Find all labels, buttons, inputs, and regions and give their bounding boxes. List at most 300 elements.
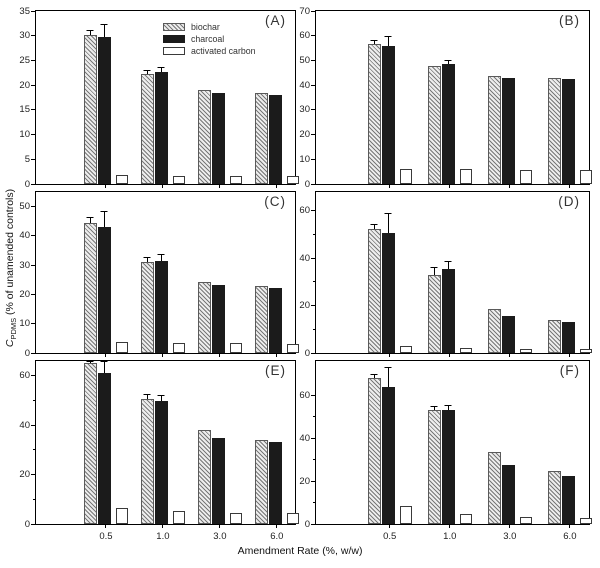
bar-biochar bbox=[428, 275, 441, 353]
y-tick bbox=[31, 134, 36, 135]
error-bar-cap bbox=[87, 30, 94, 31]
bar-slot bbox=[230, 361, 242, 524]
bar-biochar bbox=[84, 35, 97, 184]
y-tick-label: 15 bbox=[19, 104, 30, 116]
legend-label: biochar bbox=[191, 22, 220, 32]
bar-activated-carbon bbox=[173, 511, 185, 524]
y-tick-label: 0 bbox=[304, 518, 310, 530]
bar-charcoal bbox=[212, 93, 225, 184]
error-bar bbox=[147, 395, 148, 399]
bar-slot bbox=[98, 361, 111, 524]
x-tick-label: 6.0 bbox=[563, 531, 577, 542]
error-bar-cap bbox=[101, 211, 108, 212]
bar-activated-carbon bbox=[460, 514, 472, 524]
bar-activated-carbon bbox=[173, 343, 185, 353]
error-bar bbox=[104, 212, 105, 227]
y-tick bbox=[31, 425, 36, 426]
y-tick-label: 35 bbox=[19, 5, 30, 17]
bar-slot bbox=[442, 192, 455, 353]
x-tick bbox=[105, 184, 106, 188]
y-tick bbox=[311, 353, 316, 354]
y-axis-title-subscript: PDMS bbox=[9, 317, 19, 340]
error-bar-cap bbox=[431, 406, 438, 407]
error-bar bbox=[434, 407, 435, 410]
bar-slot bbox=[400, 192, 412, 353]
panel-label-f: (F) bbox=[559, 363, 580, 378]
bar-biochar bbox=[198, 282, 211, 353]
bar-group bbox=[84, 361, 128, 524]
bar-charcoal bbox=[98, 373, 111, 524]
bar-group bbox=[548, 361, 592, 524]
bar-group bbox=[548, 192, 592, 353]
bar-biochar bbox=[255, 93, 268, 184]
bar-slot bbox=[173, 192, 185, 353]
bar-slot bbox=[428, 11, 441, 184]
bar-slot bbox=[368, 11, 381, 184]
bar-group bbox=[428, 361, 472, 524]
bar-activated-carbon bbox=[173, 176, 185, 184]
bar-slot bbox=[460, 11, 472, 184]
y-tick-label: 0 bbox=[24, 178, 30, 190]
legend-label: charcoal bbox=[191, 34, 225, 44]
error-bar bbox=[147, 71, 148, 74]
bar-slot bbox=[460, 192, 472, 353]
y-tick bbox=[311, 60, 316, 61]
bar-slot bbox=[116, 361, 128, 524]
bar-charcoal bbox=[382, 46, 395, 184]
y-tick bbox=[311, 481, 316, 482]
x-tick-label: 6.0 bbox=[270, 531, 284, 542]
y-tick bbox=[31, 323, 36, 324]
bar-group bbox=[488, 192, 532, 353]
y-tick bbox=[311, 258, 316, 259]
panel-label-e: (E) bbox=[265, 363, 286, 378]
error-bar-cap bbox=[144, 394, 151, 395]
bar-slot bbox=[269, 192, 282, 353]
bar-slot bbox=[255, 11, 268, 184]
charcoal-swatch-icon bbox=[163, 35, 185, 43]
bar-slot bbox=[442, 361, 455, 524]
bar-slot bbox=[255, 192, 268, 353]
bar-slot bbox=[428, 361, 441, 524]
bar-activated-carbon bbox=[116, 508, 128, 524]
bar-slot bbox=[488, 361, 501, 524]
error-bar-cap bbox=[445, 261, 452, 262]
y-tick bbox=[311, 159, 316, 160]
bar-biochar bbox=[368, 229, 381, 353]
x-tick bbox=[509, 184, 510, 188]
error-bar-cap bbox=[144, 257, 151, 258]
bar-slot bbox=[488, 192, 501, 353]
panel-label-d: (D) bbox=[558, 194, 580, 209]
y-tick-label: 10 bbox=[19, 318, 30, 330]
panel-label-a: (A) bbox=[265, 13, 286, 28]
error-bar bbox=[374, 225, 375, 229]
bar-slot bbox=[382, 192, 395, 353]
bar-group bbox=[368, 192, 412, 353]
bar-biochar bbox=[488, 452, 501, 524]
x-tick bbox=[276, 184, 277, 188]
y-tick bbox=[31, 524, 36, 525]
y-tick-label: 50 bbox=[19, 201, 30, 213]
bar-slot bbox=[520, 192, 532, 353]
bar-slot bbox=[116, 11, 128, 184]
bar-activated-carbon bbox=[520, 170, 532, 184]
bar-slot bbox=[520, 361, 532, 524]
panel-d bbox=[299, 191, 590, 359]
y-tick-label: 0 bbox=[304, 178, 310, 190]
error-bar bbox=[374, 375, 375, 378]
bar-charcoal bbox=[269, 288, 282, 353]
y-tick-label: 40 bbox=[299, 432, 310, 444]
y-tick bbox=[31, 85, 36, 86]
legend-item-charcoal bbox=[163, 33, 256, 45]
error-bar-cap bbox=[371, 40, 378, 41]
bar-slot bbox=[580, 192, 592, 353]
bar-slot bbox=[269, 11, 282, 184]
bar-slot bbox=[382, 11, 395, 184]
bar-charcoal bbox=[269, 442, 282, 524]
y-tick bbox=[31, 184, 36, 185]
y-tick-label: 30 bbox=[299, 104, 310, 116]
y-tick bbox=[31, 294, 36, 295]
y-minor-tick bbox=[313, 416, 316, 417]
y-minor-tick bbox=[313, 234, 316, 235]
bar-slot bbox=[84, 11, 97, 184]
error-bar-cap bbox=[385, 36, 392, 37]
bar-slot bbox=[230, 192, 242, 353]
bar-slot bbox=[400, 11, 412, 184]
x-tick bbox=[509, 524, 510, 528]
error-bar bbox=[90, 218, 91, 223]
bar-biochar bbox=[255, 440, 268, 524]
bar-slot bbox=[548, 11, 561, 184]
y-minor-tick bbox=[313, 459, 316, 460]
error-bar bbox=[448, 406, 449, 410]
error-bar-cap bbox=[101, 24, 108, 25]
bar-slot bbox=[548, 192, 561, 353]
bar-slot bbox=[368, 361, 381, 524]
error-bar-cap bbox=[158, 254, 165, 255]
y-tick-label: 20 bbox=[19, 288, 30, 300]
bar-biochar bbox=[548, 471, 561, 524]
x-tick bbox=[162, 524, 163, 528]
y-minor-tick bbox=[33, 499, 36, 500]
y-tick-label: 20 bbox=[299, 300, 310, 312]
bar-slot bbox=[141, 192, 154, 353]
x-tick bbox=[509, 353, 510, 357]
error-bar-cap bbox=[144, 70, 151, 71]
legend-label: activated carbon bbox=[191, 46, 256, 56]
error-bar-cap bbox=[371, 374, 378, 375]
bar-activated-carbon bbox=[116, 342, 128, 353]
panel-c bbox=[19, 191, 296, 359]
x-tick bbox=[389, 184, 390, 188]
bar-biochar bbox=[548, 320, 561, 353]
error-bar-cap bbox=[158, 67, 165, 68]
bar-charcoal bbox=[155, 72, 168, 184]
bar-group bbox=[84, 192, 128, 353]
bar-biochar bbox=[255, 286, 268, 353]
y-tick bbox=[31, 235, 36, 236]
bar-biochar bbox=[84, 223, 97, 353]
bar-biochar bbox=[428, 410, 441, 524]
y-tick bbox=[31, 206, 36, 207]
bar-slot bbox=[460, 361, 472, 524]
bar-group bbox=[368, 11, 412, 184]
bar-group bbox=[488, 361, 532, 524]
y-tick bbox=[31, 11, 36, 12]
x-tick bbox=[219, 184, 220, 188]
y-tick bbox=[31, 265, 36, 266]
bar-slot bbox=[141, 361, 154, 524]
x-tick-label: 3.0 bbox=[213, 531, 227, 542]
bar-charcoal bbox=[155, 401, 168, 524]
bar-slot bbox=[98, 192, 111, 353]
y-axis-title-symbol: C bbox=[3, 339, 16, 348]
y-tick-label: 20 bbox=[299, 129, 310, 141]
bar-charcoal bbox=[382, 387, 395, 524]
y-tick-label: 20 bbox=[19, 469, 30, 481]
error-bar-cap bbox=[385, 367, 392, 368]
y-tick-label: 5 bbox=[24, 153, 30, 165]
bar-slot bbox=[442, 11, 455, 184]
y-tick bbox=[311, 184, 316, 185]
y-tick bbox=[311, 35, 316, 36]
bar-group bbox=[428, 11, 472, 184]
y-tick bbox=[31, 109, 36, 110]
y-tick-label: 25 bbox=[19, 54, 30, 66]
error-bar-cap bbox=[101, 361, 108, 362]
y-tick-label: 50 bbox=[299, 54, 310, 66]
activated-carbon-swatch-icon bbox=[163, 47, 185, 55]
x-axis-title: Amendment Rate (%, w/w) bbox=[237, 545, 363, 557]
y-tick bbox=[31, 375, 36, 376]
y-minor-tick bbox=[313, 329, 316, 330]
bar-biochar bbox=[368, 378, 381, 524]
bar-slot bbox=[520, 11, 532, 184]
bar-slot bbox=[84, 361, 97, 524]
y-tick-label: 30 bbox=[19, 30, 30, 42]
bar-charcoal bbox=[98, 227, 111, 353]
bar-activated-carbon bbox=[230, 343, 242, 353]
error-bar-cap bbox=[431, 267, 438, 268]
x-tick bbox=[449, 524, 450, 528]
y-tick-label: 20 bbox=[19, 79, 30, 91]
y-tick-label: 40 bbox=[299, 79, 310, 91]
y-tick bbox=[311, 109, 316, 110]
panel-label-b: (B) bbox=[559, 13, 580, 28]
bar-group bbox=[198, 192, 242, 353]
error-bar bbox=[161, 396, 162, 401]
bar-group bbox=[84, 11, 128, 184]
y-tick-label: 40 bbox=[19, 419, 30, 431]
y-tick bbox=[311, 305, 316, 306]
bar-charcoal bbox=[98, 37, 111, 184]
bar-slot bbox=[155, 192, 168, 353]
bar-activated-carbon bbox=[400, 346, 412, 353]
y-tick-label: 40 bbox=[299, 252, 310, 264]
error-bar bbox=[374, 41, 375, 44]
error-bar-cap bbox=[87, 217, 94, 218]
bar-slot bbox=[428, 192, 441, 353]
error-bar bbox=[104, 25, 105, 37]
error-bar bbox=[161, 68, 162, 72]
bar-slot bbox=[255, 361, 268, 524]
x-tick bbox=[389, 353, 390, 357]
x-tick bbox=[449, 353, 450, 357]
bar-slot bbox=[198, 192, 211, 353]
panel-e bbox=[19, 360, 296, 542]
bar-charcoal bbox=[562, 476, 575, 524]
bar-group bbox=[548, 11, 592, 184]
bar-biochar bbox=[198, 90, 211, 184]
bar-charcoal bbox=[212, 285, 225, 353]
x-tick bbox=[162, 184, 163, 188]
panel-f bbox=[299, 360, 590, 542]
y-minor-tick bbox=[313, 502, 316, 503]
bar-activated-carbon bbox=[116, 175, 128, 184]
bar-slot bbox=[580, 361, 592, 524]
bar-activated-carbon bbox=[580, 349, 592, 353]
bar-biochar bbox=[428, 66, 441, 184]
legend bbox=[163, 21, 256, 57]
bar-slot bbox=[116, 192, 128, 353]
bar-biochar bbox=[368, 44, 381, 184]
bar-group bbox=[198, 361, 242, 524]
x-tick bbox=[569, 524, 570, 528]
error-bar bbox=[434, 268, 435, 275]
x-tick bbox=[219, 353, 220, 357]
biochar-swatch-icon bbox=[163, 23, 185, 31]
bar-slot bbox=[562, 11, 575, 184]
x-tick-label: 1.0 bbox=[443, 531, 457, 542]
error-bar-cap bbox=[445, 60, 452, 61]
y-tick bbox=[31, 35, 36, 36]
x-tick-label: 0.5 bbox=[383, 531, 397, 542]
panel-label-c: (C) bbox=[264, 194, 286, 209]
bar-activated-carbon bbox=[520, 349, 532, 353]
bar-charcoal bbox=[502, 78, 515, 184]
bar-charcoal bbox=[502, 465, 515, 524]
bar-slot bbox=[502, 11, 515, 184]
y-tick bbox=[311, 438, 316, 439]
legend-item-activated-carbon bbox=[163, 45, 256, 57]
y-tick-label: 60 bbox=[299, 389, 310, 401]
bar-group bbox=[141, 361, 185, 524]
error-bar bbox=[90, 362, 91, 363]
error-bar-cap bbox=[385, 213, 392, 214]
x-tick bbox=[569, 353, 570, 357]
x-tick bbox=[162, 353, 163, 357]
y-tick-label: 10 bbox=[299, 153, 310, 165]
bar-activated-carbon bbox=[520, 517, 532, 524]
error-bar-cap bbox=[87, 361, 94, 362]
bar-biochar bbox=[141, 262, 154, 353]
bar-biochar bbox=[198, 430, 211, 524]
error-bar bbox=[388, 214, 389, 233]
bar-slot bbox=[562, 361, 575, 524]
bar-activated-carbon bbox=[460, 169, 472, 184]
y-axis-title bbox=[4, 189, 18, 347]
x-tick-label: 3.0 bbox=[503, 531, 517, 542]
x-tick-label: 0.5 bbox=[99, 531, 113, 542]
bar-slot bbox=[173, 361, 185, 524]
bar-slot bbox=[502, 361, 515, 524]
bar-slot bbox=[548, 361, 561, 524]
bar-group bbox=[428, 192, 472, 353]
bar-slot bbox=[141, 11, 154, 184]
bar-slot bbox=[502, 192, 515, 353]
bar-slot bbox=[155, 361, 168, 524]
y-tick bbox=[311, 395, 316, 396]
y-tick bbox=[311, 134, 316, 135]
y-tick bbox=[31, 353, 36, 354]
y-tick-label: 0 bbox=[304, 347, 310, 359]
y-tick-label: 0 bbox=[24, 347, 30, 359]
x-tick bbox=[276, 353, 277, 357]
error-bar bbox=[448, 61, 449, 64]
bar-activated-carbon bbox=[230, 513, 242, 524]
bar-slot bbox=[212, 361, 225, 524]
bar-charcoal bbox=[562, 322, 575, 353]
bar-slot bbox=[562, 192, 575, 353]
y-tick-label: 10 bbox=[19, 129, 30, 141]
y-tick-label: 60 bbox=[299, 30, 310, 42]
bar-charcoal bbox=[502, 316, 515, 353]
y-axis-title-text: (% of unamended controls) bbox=[3, 188, 16, 318]
error-bar bbox=[104, 362, 105, 373]
bar-biochar bbox=[548, 78, 561, 184]
bar-slot bbox=[368, 192, 381, 353]
bar-group bbox=[368, 361, 412, 524]
bar-activated-carbon bbox=[580, 170, 592, 184]
bar-slot bbox=[84, 192, 97, 353]
legend-item-biochar bbox=[163, 21, 256, 33]
x-tick bbox=[276, 524, 277, 528]
bar-slot bbox=[400, 361, 412, 524]
error-bar bbox=[388, 368, 389, 387]
x-tick bbox=[449, 184, 450, 188]
y-tick-label: 0 bbox=[24, 518, 30, 530]
bar-slot bbox=[198, 361, 211, 524]
bar-charcoal bbox=[269, 95, 282, 184]
error-bar bbox=[161, 255, 162, 261]
bar-slot bbox=[580, 11, 592, 184]
bar-slot bbox=[98, 11, 111, 184]
y-tick-label: 60 bbox=[19, 370, 30, 382]
bar-charcoal bbox=[382, 233, 395, 353]
y-tick-label: 30 bbox=[19, 259, 30, 271]
y-tick bbox=[311, 11, 316, 12]
bar-charcoal bbox=[155, 261, 168, 353]
y-tick-label: 60 bbox=[299, 205, 310, 217]
y-tick bbox=[311, 210, 316, 211]
y-tick bbox=[311, 85, 316, 86]
bar-charcoal bbox=[212, 438, 225, 524]
bar-slot bbox=[269, 361, 282, 524]
x-tick bbox=[389, 524, 390, 528]
bar-activated-carbon bbox=[400, 506, 412, 524]
bar-biochar bbox=[488, 76, 501, 184]
bar-group bbox=[488, 11, 532, 184]
bar-slot bbox=[488, 11, 501, 184]
error-bar-cap bbox=[445, 405, 452, 406]
bar-group bbox=[141, 192, 185, 353]
error-bar-cap bbox=[158, 395, 165, 396]
y-tick-label: 40 bbox=[19, 230, 30, 242]
y-minor-tick bbox=[33, 400, 36, 401]
